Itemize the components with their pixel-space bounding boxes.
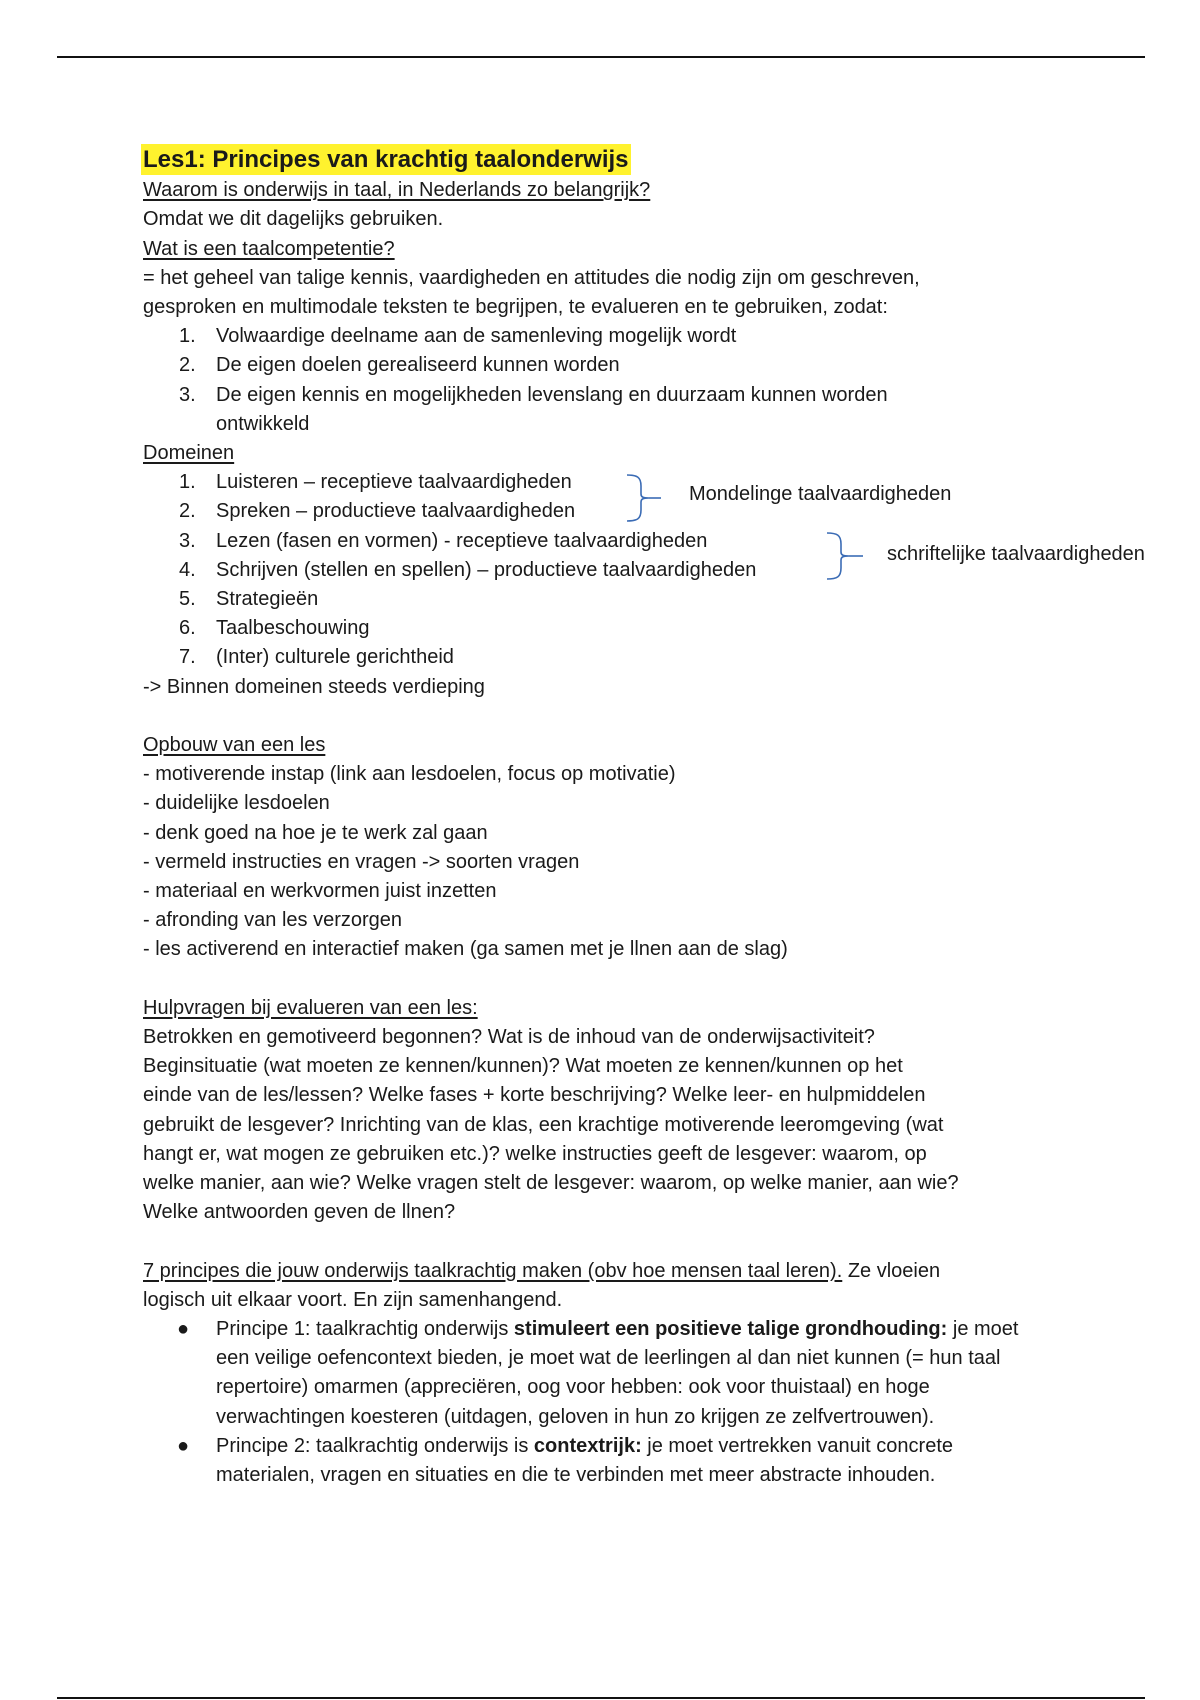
list-item: 1. Luisteren – receptieve taalvaardigheden — [179, 471, 572, 494]
list-item: 3. De eigen kennis en mogelijkheden levenslang en duurzaam kunnen worden — [179, 383, 888, 406]
list-item: 1. Volwaardige deelname aan de samenleving mogelijk wordt — [179, 325, 737, 348]
section-heading-opbouw: Opbouw van een les — [143, 734, 326, 757]
principes-list — [143, 1315, 1048, 1490]
list-item: ● Principe 1: taalkrachtig onderwijs stimuleert een positieve talige grondhouding: je moet een veilige oefencontext bieden, je moet wat de leerlingen al dan niet kunnen (= hun taal repertoire) omarmen (appreciëren, oog voor hebben: ook voor thuistaal) en hoge verwachtingen koesteren (uitdagen, geloven in hun zo krijgen ze zelfvertrouwen). — [143, 1315, 1048, 1432]
list-item: ● Principe 2: taalkrachtig onderwijs is contextrijk: je moet vertrekken vanuit concrete materialen, vragen en situaties en die te verbinden met meer abstracte inhouden. — [143, 1432, 1048, 1490]
competentie-list — [143, 322, 1143, 439]
list-item: 5. Strategieën — [179, 588, 319, 611]
paragraph-line: einde van de les/lessen? Welke fases + korte beschrijving? Welke leer- en hulpmiddelen — [143, 1084, 926, 1107]
list-item: 7. (Inter) culturele gerichtheid — [179, 646, 454, 669]
paragraph-line: hangt er, wat mogen ze gebruiken etc.)? welke instructies geeft de lesgever: waarom, op — [143, 1142, 927, 1165]
bullet-icon: ● — [177, 1318, 190, 1341]
list-item: 2. Spreken – productieve taalvaardigheden — [179, 500, 576, 523]
paragraph-line: Betrokken en gemotiveerd begonnen? Wat is de inhoud van de onderwijsactiviteit? — [143, 1026, 875, 1049]
paragraph-line: Welke antwoorden geven de llnen? — [143, 1201, 456, 1224]
domeinen-note: -> Binnen domeinen steeds verdieping — [143, 675, 485, 698]
list-item: - les activerend en interactief maken (ga samen met je llnen aan de slag) — [143, 938, 788, 961]
top-rule — [57, 56, 1145, 58]
paragraph-line: logisch uit elkaar voort. En zijn samenhangend. — [143, 1288, 563, 1311]
page-title: Les1: Principes van krachtig taalonderwijs — [143, 146, 629, 173]
bullet-icon: ● — [177, 1434, 190, 1457]
brace-label-mondeling: Mondelinge taalvaardigheden — [689, 483, 952, 506]
list-item-continuation: ontwikkeld — [216, 412, 310, 435]
list-item: 4. Schrijven (stellen en spellen) – productieve taalvaardigheden — [179, 558, 757, 581]
list-item: - afronding van les verzorgen — [143, 909, 403, 932]
section-heading-hulpvragen: Hulpvragen bij evalueren van een les: — [143, 996, 478, 1019]
document-page — [143, 144, 1143, 1490]
domeinen-list — [143, 468, 1143, 672]
brace-label-schriftelijk: schriftelijke taalvaardigheden — [887, 543, 1145, 566]
brace-schriftelijk-icon — [823, 530, 867, 582]
question-heading: Wat is een taalcompetentie? — [143, 237, 395, 260]
list-item: 2. De eigen doelen gerealiseerd kunnen worden — [179, 354, 620, 377]
list-item: 3. Lezen (fasen en vormen) - receptieve taalvaardigheden — [179, 529, 708, 552]
bottom-rule — [57, 1697, 1145, 1699]
paragraph-line: Beginsituatie (wat moeten ze kennen/kunnen)? Wat moeten ze kennen/kunnen op het — [143, 1055, 903, 1078]
definition-text: gesproken en multimodale teksten te begrijpen, te evalueren en te gebruiken, zodat: — [143, 296, 888, 319]
brace-mondeling-icon — [623, 472, 663, 524]
list-item: - duidelijke lesdoelen — [143, 792, 330, 815]
list-item: - materiaal en werkvormen juist inzetten — [143, 880, 497, 903]
list-item: - denk goed na hoe je te werk zal gaan — [143, 821, 488, 844]
section-heading-domeinen: Domeinen — [143, 442, 235, 465]
answer-text: Omdat we dit dagelijks gebruiken. — [143, 208, 444, 231]
section-heading-principes: 7 principes die jouw onderwijs taalkrachtig maken (obv hoe mensen taal leren). Ze vloeien — [143, 1259, 941, 1282]
list-item: - motiverende instap (link aan lesdoelen, focus op motivatie) — [143, 763, 676, 786]
list-item: 6. Taalbeschouwing — [179, 617, 370, 640]
definition-text: = het geheel van talige kennis, vaardigheden en attitudes die nodig zijn om geschreven, — [143, 266, 920, 289]
paragraph-line: welke manier, aan wie? Welke vragen stelt de lesgever: waarom, op welke manier, aan wie? — [143, 1172, 959, 1195]
paragraph-line: gebruikt de lesgever? Inrichting van de klas, een krachtige motiverende leeromgeving (wat — [143, 1113, 944, 1136]
question-heading: Waarom is onderwijs in taal, in Nederlands zo belangrijk? — [143, 179, 651, 202]
list-item: - vermeld instructies en vragen -> soorten vragen — [143, 850, 580, 873]
